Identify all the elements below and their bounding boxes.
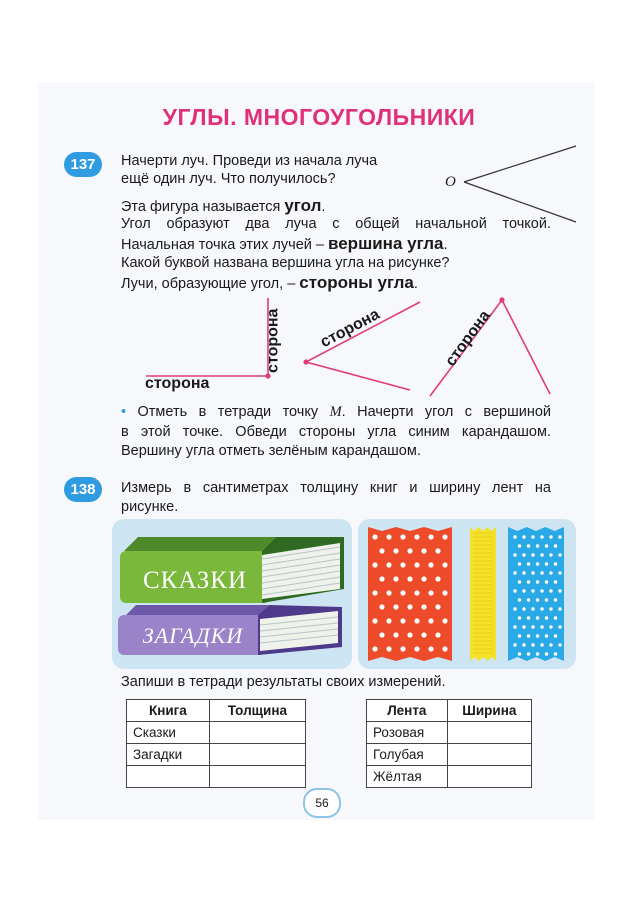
ribbon-red-dot [435, 604, 440, 609]
ribbon-blue-dot [536, 544, 539, 547]
width-cell [447, 744, 531, 766]
ribbon-red-dot [400, 646, 405, 651]
table-row [127, 766, 306, 788]
ribbon-red-dot [393, 604, 398, 609]
ribbon-red-dot [372, 562, 377, 567]
top-angle-vertex [499, 297, 504, 302]
ribbon-blue-dot [549, 589, 552, 592]
ribbon-blue-dot [527, 598, 530, 601]
ribbon-blue-dot [527, 652, 530, 655]
ribbon-red-dot [407, 576, 412, 581]
ribbon-red-dot [414, 646, 419, 651]
ribbon-red-dot [442, 646, 447, 651]
ex137-definition-3 [121, 235, 448, 255]
ribbon-red-dot [400, 618, 405, 623]
ribbons-table [366, 699, 532, 788]
ribbon-blue-dot [531, 607, 534, 610]
ribbon-blue-dot [518, 616, 521, 619]
ribbon-blue-dot [536, 598, 539, 601]
ex137-task-3: Вершину угла отметь зелёным карандашом. [121, 443, 421, 459]
ribbon-blue-dot [536, 616, 539, 619]
ribbon-name-cell: Розовая [367, 722, 448, 744]
ex137-definition-2: Угол образуют два луча с общей начальной точкой. [121, 216, 551, 232]
book-name-cell: Загадки [127, 744, 210, 766]
ribbon-blue-dot [554, 580, 557, 583]
book-name-cell [127, 766, 210, 788]
ribbon-blue-dot [554, 562, 557, 565]
ribbon-blue-dot [549, 643, 552, 646]
side-label-horizontal: сторона [145, 375, 210, 392]
ribbon-blue-dot [549, 625, 552, 628]
ribbon-blue-dot [518, 562, 521, 565]
ribbon-blue-dot [531, 625, 534, 628]
ribbon-red-dot [379, 604, 384, 609]
books-table [126, 699, 306, 788]
ex138-line-1: Измерь в сантиметрах толщину книг и ширину лент на [121, 480, 551, 496]
ex137-line-1: Начерти луч. Проведи из начала луча [121, 153, 378, 169]
ribbon-blue-dot [540, 553, 543, 556]
def-5-end: . [413, 276, 418, 292]
ribbon-blue-dot [531, 643, 534, 646]
ribbon-blue-dot [558, 607, 561, 610]
page-title: УГЛЫ. МНОГОУГОЛЬНИКИ [162, 104, 476, 130]
table-row [127, 722, 306, 744]
ribbon-blue-dot [554, 598, 557, 601]
ribbon-blue-dot [558, 553, 561, 556]
ribbon-blue-dot [531, 553, 534, 556]
ribbon-blue-dot [558, 643, 561, 646]
ribbon-blue-dot [554, 652, 557, 655]
ribbon-blue-dot [545, 544, 548, 547]
ribbon-blue-dot [531, 589, 534, 592]
term-vertex: вершина угла [328, 234, 444, 253]
ribbon-red-dot [414, 562, 419, 567]
right-angle-vertex [265, 373, 270, 378]
ribbon-blue-dot [518, 598, 521, 601]
ray-upper [464, 146, 576, 182]
ex137-definition-1 [121, 197, 325, 217]
ribbon-red-dot [442, 562, 447, 567]
ribbon-blue-dot [545, 580, 548, 583]
ribbon-red-dot [372, 618, 377, 623]
ribbon-red-dot [386, 618, 391, 623]
ribbons-illustration [358, 519, 576, 669]
ribbon-red-dot [414, 534, 419, 539]
ribbons-col-ribbon: Лента [367, 700, 448, 722]
table-row [367, 744, 532, 766]
ribbon-blue-dot [527, 544, 530, 547]
ribbon-blue-dot [518, 580, 521, 583]
ribbon-red-dot [435, 632, 440, 637]
ribbon-red-dot [386, 562, 391, 567]
ribbon-blue-dot [540, 535, 543, 538]
book-zagadki-title: ЗАГАДКИ [142, 623, 244, 648]
ex138-line-2: рисунке. [121, 499, 179, 515]
vertex-o-label: O [445, 174, 456, 190]
ribbon-blue-dot [527, 562, 530, 565]
ribbon-blue-dot [513, 607, 516, 610]
ribbon-blue-dot [558, 589, 561, 592]
task-1-text: Отметь в тетради точку [137, 404, 330, 420]
ribbons-table-header [367, 700, 532, 722]
ribbon-blue-dot [522, 571, 525, 574]
ribbon-red-dot [421, 632, 426, 637]
ribbon-red-dot [393, 548, 398, 553]
record-instruction: Запиши в тетради результаты своих измерений. [121, 674, 446, 690]
ribbons-col-width: Ширина [447, 700, 531, 722]
ribbon-blue-dot [522, 589, 525, 592]
book-name-cell: Сказки [127, 722, 210, 744]
ribbon-red-dot [414, 590, 419, 595]
right-angle-sides [146, 298, 268, 376]
books-col-book: Книга [127, 700, 210, 722]
ribbon-red-dot [421, 548, 426, 553]
thickness-cell [209, 722, 305, 744]
ribbon-red-dot [428, 618, 433, 623]
ribbon-red-dot [407, 632, 412, 637]
width-cell [447, 766, 531, 788]
ribbon-name-cell: Жёлтая [367, 766, 448, 788]
ribbon-red-dot [379, 576, 384, 581]
ribbon-blue-dot [522, 535, 525, 538]
ribbon-red-dot [372, 646, 377, 651]
ribbon-blue-dot [536, 580, 539, 583]
ribbon-blue-dot [540, 625, 543, 628]
def-1-end: . [321, 199, 326, 215]
ribbon-red-dot [442, 618, 447, 623]
def-5-text: Лучи, образующие угол, – [121, 276, 300, 292]
ribbon-blue-dot [545, 616, 548, 619]
ribbon-blue-dot [540, 643, 543, 646]
ribbon-blue-dot [536, 562, 539, 565]
page-number: 56 [303, 788, 341, 818]
ribbon-blue-dot [545, 562, 548, 565]
ribbon-blue-dot [522, 607, 525, 610]
ribbon-blue-dot [513, 535, 516, 538]
side-label-top: сторона [442, 307, 494, 370]
ribbon-red-dot [372, 590, 377, 595]
ribbon-blue-dot [531, 535, 534, 538]
ribbon-blue-dot [554, 544, 557, 547]
thickness-cell [209, 766, 305, 788]
task-1-suffix: . Начерти угол с вершиной [341, 404, 551, 420]
ribbon-blue-dot [527, 580, 530, 583]
ribbon-red-dot [407, 548, 412, 553]
ribbon-red-dot [379, 632, 384, 637]
side-label-vertical: сторона [264, 308, 282, 373]
ribbon-blue-dot [554, 634, 557, 637]
ribbon-blue-dot [549, 535, 552, 538]
ribbon-blue-dot [518, 544, 521, 547]
ex137-task-2: в этой точке. Обведи стороны угла синим карандашом. [121, 424, 551, 440]
table-row [367, 722, 532, 744]
ribbon-blue-dot [549, 607, 552, 610]
ribbon-red-dot [386, 646, 391, 651]
ribbon-blue-dot [513, 571, 516, 574]
ex137-definition-4: Какой буквой названа вершина угла на рисунке? [121, 255, 450, 271]
ribbon-blue-dot [527, 634, 530, 637]
ribbon-blue-dot [558, 571, 561, 574]
ribbon-red-dot [442, 534, 447, 539]
ribbon-blue-dot [527, 616, 530, 619]
width-cell [447, 722, 531, 744]
def-3-text: Начальная точка этих лучей – [121, 237, 328, 253]
ribbon-blue-dot [536, 652, 539, 655]
ribbon-red-dot [421, 604, 426, 609]
def-3-end: . [443, 237, 448, 253]
ribbon-red-dot [421, 576, 426, 581]
ribbon-red-dot [442, 590, 447, 595]
ribbon-blue-dot [522, 643, 525, 646]
ribbon-blue-dot [518, 652, 521, 655]
ex137-task-1 [121, 404, 551, 422]
ribbon-blue-dot [513, 643, 516, 646]
ribbon-blue-dot [549, 553, 552, 556]
ribbon-red-dot [400, 562, 405, 567]
ribbon-red-dot [386, 590, 391, 595]
ribbon-blue-dot [554, 616, 557, 619]
thickness-cell [209, 744, 305, 766]
ribbon-red-dot [428, 646, 433, 651]
term-sides: стороны угла [299, 273, 414, 292]
ex137-line-2: ещё один луч. Что получилось? [121, 171, 336, 187]
ribbons-panel [358, 519, 576, 669]
exercise-137-badge: 137 [64, 152, 102, 177]
ribbon-blue-dot [518, 634, 521, 637]
ribbon-blue-dot [522, 553, 525, 556]
ribbon-red-dot [372, 534, 377, 539]
books-panel [112, 519, 352, 669]
ribbon-red [368, 527, 452, 661]
ribbon-blue-dot [545, 652, 548, 655]
ribbon-red-dot [386, 534, 391, 539]
ribbon-blue-dot [558, 535, 561, 538]
ribbon-red-dot [400, 590, 405, 595]
table-row [127, 744, 306, 766]
ribbon-blue-dot [545, 634, 548, 637]
ribbon-blue-dot [558, 625, 561, 628]
ribbon-red-dot [435, 576, 440, 581]
ribbon-red-dot [393, 576, 398, 581]
ribbon-blue-dot [540, 589, 543, 592]
ribbon-blue-dot [522, 625, 525, 628]
book-skazki-title: СКАЗКИ [142, 567, 248, 594]
bullet-icon: • [121, 404, 138, 420]
ribbon-red-dot [428, 590, 433, 595]
ribbon-blue-dot [540, 607, 543, 610]
ribbon-red-dot [407, 604, 412, 609]
ribbon-red-dot [414, 618, 419, 623]
exercise-138-badge: 138 [64, 477, 102, 502]
acute-angle-vertex [303, 359, 308, 364]
books-col-thickness: Толщина [209, 700, 305, 722]
ribbon-blue-dot [540, 571, 543, 574]
ribbon-red-dot [428, 562, 433, 567]
ribbon-name-cell: Голубая [367, 744, 448, 766]
ribbon-red-dot [400, 534, 405, 539]
ribbon-red-dot [379, 548, 384, 553]
ribbon-blue-dot [545, 598, 548, 601]
ribbon-red-dot [393, 632, 398, 637]
point-m: M [329, 404, 342, 420]
ribbon-red-dot [428, 534, 433, 539]
ribbon-blue-dot [549, 571, 552, 574]
side-label-acute: сторона [317, 305, 383, 352]
ribbon-blue-dot [536, 634, 539, 637]
books-table-header [127, 700, 306, 722]
ribbon-red-dot [435, 548, 440, 553]
def-1-text: Эта фигура называется [121, 199, 285, 215]
ray-angle-figure [440, 142, 580, 226]
ribbon-blue-dot [513, 553, 516, 556]
table-row [367, 766, 532, 788]
ribbon-blue-dot [513, 589, 516, 592]
ribbon-blue-dot [513, 625, 516, 628]
ribbon-blue-dot [531, 571, 534, 574]
term-angle: угол [284, 196, 322, 215]
